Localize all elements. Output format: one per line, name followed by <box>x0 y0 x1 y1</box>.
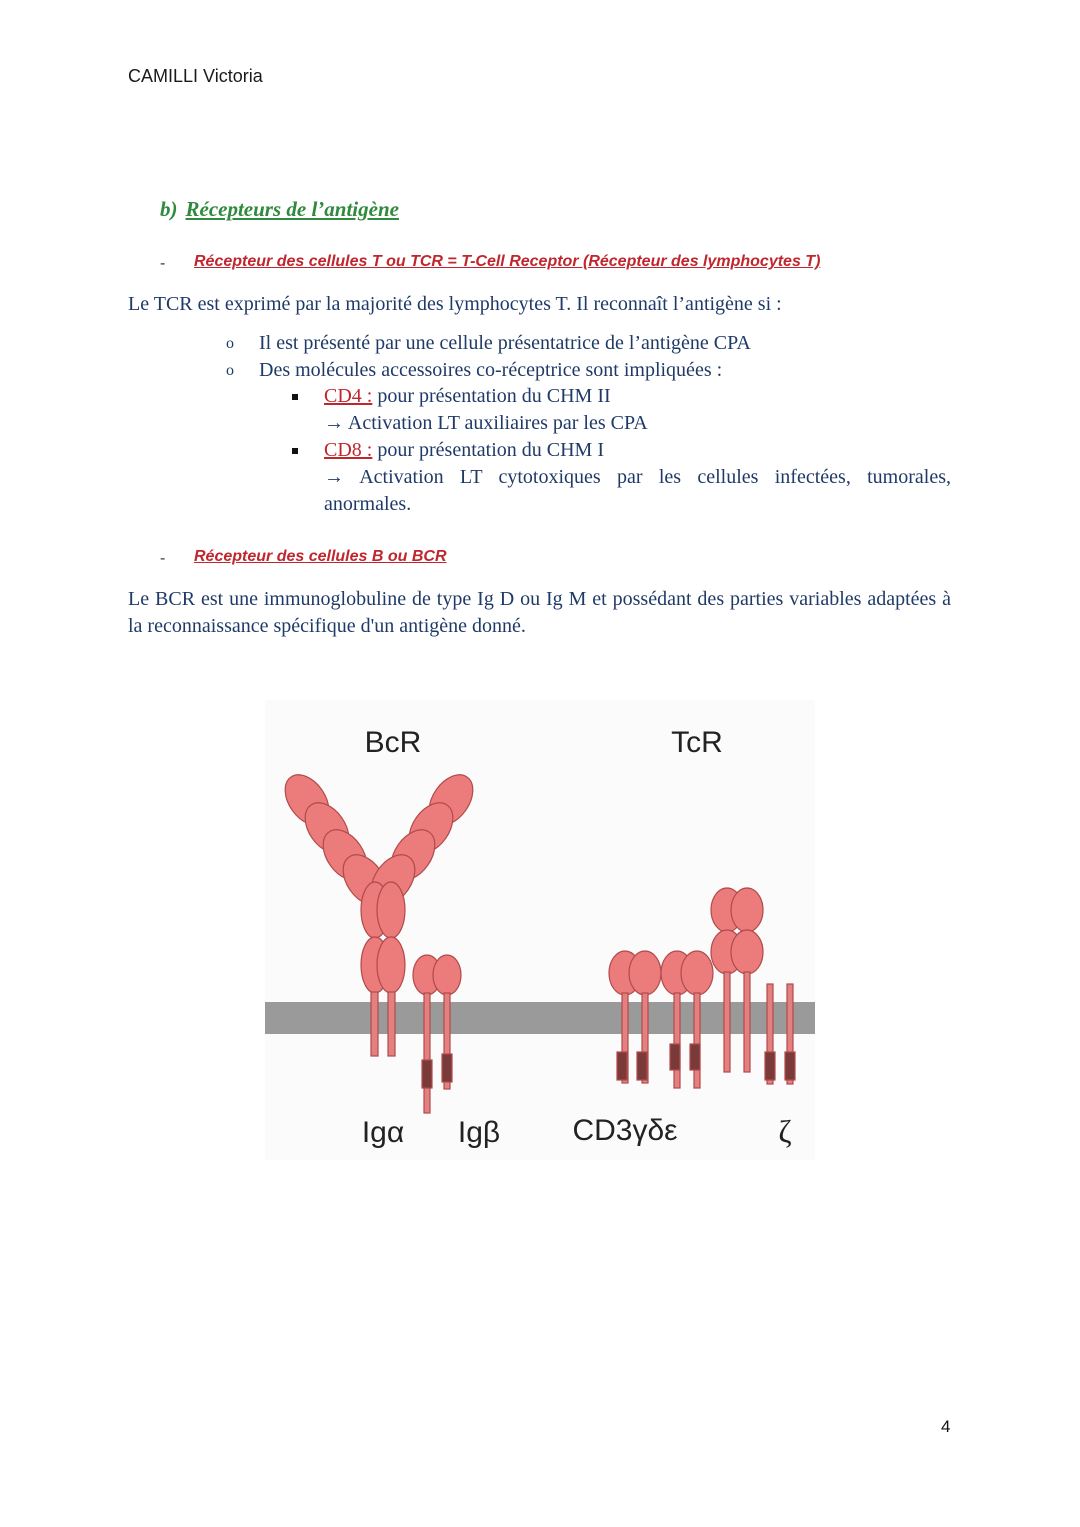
bcr-heading: Récepteur des cellules B ou BCR <box>194 548 447 565</box>
cd4-detail: → Activation LT auxiliaires par les CPA <box>324 412 648 434</box>
cd8-text: pour présentation du CHM I <box>372 439 604 461</box>
section-label: Récepteurs de l’antigène <box>185 197 399 221</box>
author-name: CAMILLI Victoria <box>128 66 263 86</box>
bcr-text: Le BCR est une immunoglobuline de type Ig D ou Ig M et possédant des parties variables adaptées à la reconnaissance spécifique d'un antigène donné. <box>128 588 951 637</box>
cd4-text: pour présentation du CHM II <box>372 385 611 407</box>
cd4-line <box>324 385 611 408</box>
page-number: 4 <box>941 1417 951 1436</box>
condition-cpa: Il est présenté par une cellule présentatrice de l’antigène CPA <box>259 332 751 354</box>
cd4-name: CD4 : <box>324 385 373 407</box>
label-iga: Igα <box>361 1116 405 1149</box>
receptor-diagram <box>265 700 815 1160</box>
label-cd3: CD3γδε <box>572 1114 678 1147</box>
cd8-line <box>324 439 604 462</box>
bullet-circle: o <box>226 335 234 352</box>
cd8-detail-1: → Activation LT cytotoxiques par les cellules infectées, tumorales, <box>324 466 951 488</box>
bullet-square <box>292 448 298 454</box>
label-bcr: BcR <box>364 726 422 759</box>
bullet-square <box>292 394 298 400</box>
dash-tcr: - <box>160 255 166 272</box>
section-marker: b) <box>160 197 178 221</box>
section-title <box>160 197 399 222</box>
tcr-heading: Récepteur des cellules T ou TCR = T-Cell Receptor (Récepteur des lymphocytes T) <box>194 253 821 270</box>
label-zeta: ζ <box>778 1113 792 1149</box>
cell-membrane <box>265 1002 815 1034</box>
label-igb: Igβ <box>457 1116 501 1149</box>
tcr-intro: Le TCR est exprimé par la majorité des lymphocytes T. Il reconnaît l’antigène si : <box>128 293 782 315</box>
label-tcr: TcR <box>671 726 723 759</box>
cd8-name: CD8 : <box>324 439 373 461</box>
condition-coreceptors: Des molécules accessoires co-réceptrice sont impliquées : <box>259 359 723 381</box>
bullet-circle: o <box>226 362 234 379</box>
dash-bcr: - <box>160 550 166 567</box>
cd8-detail-2: anormales. <box>324 493 412 515</box>
